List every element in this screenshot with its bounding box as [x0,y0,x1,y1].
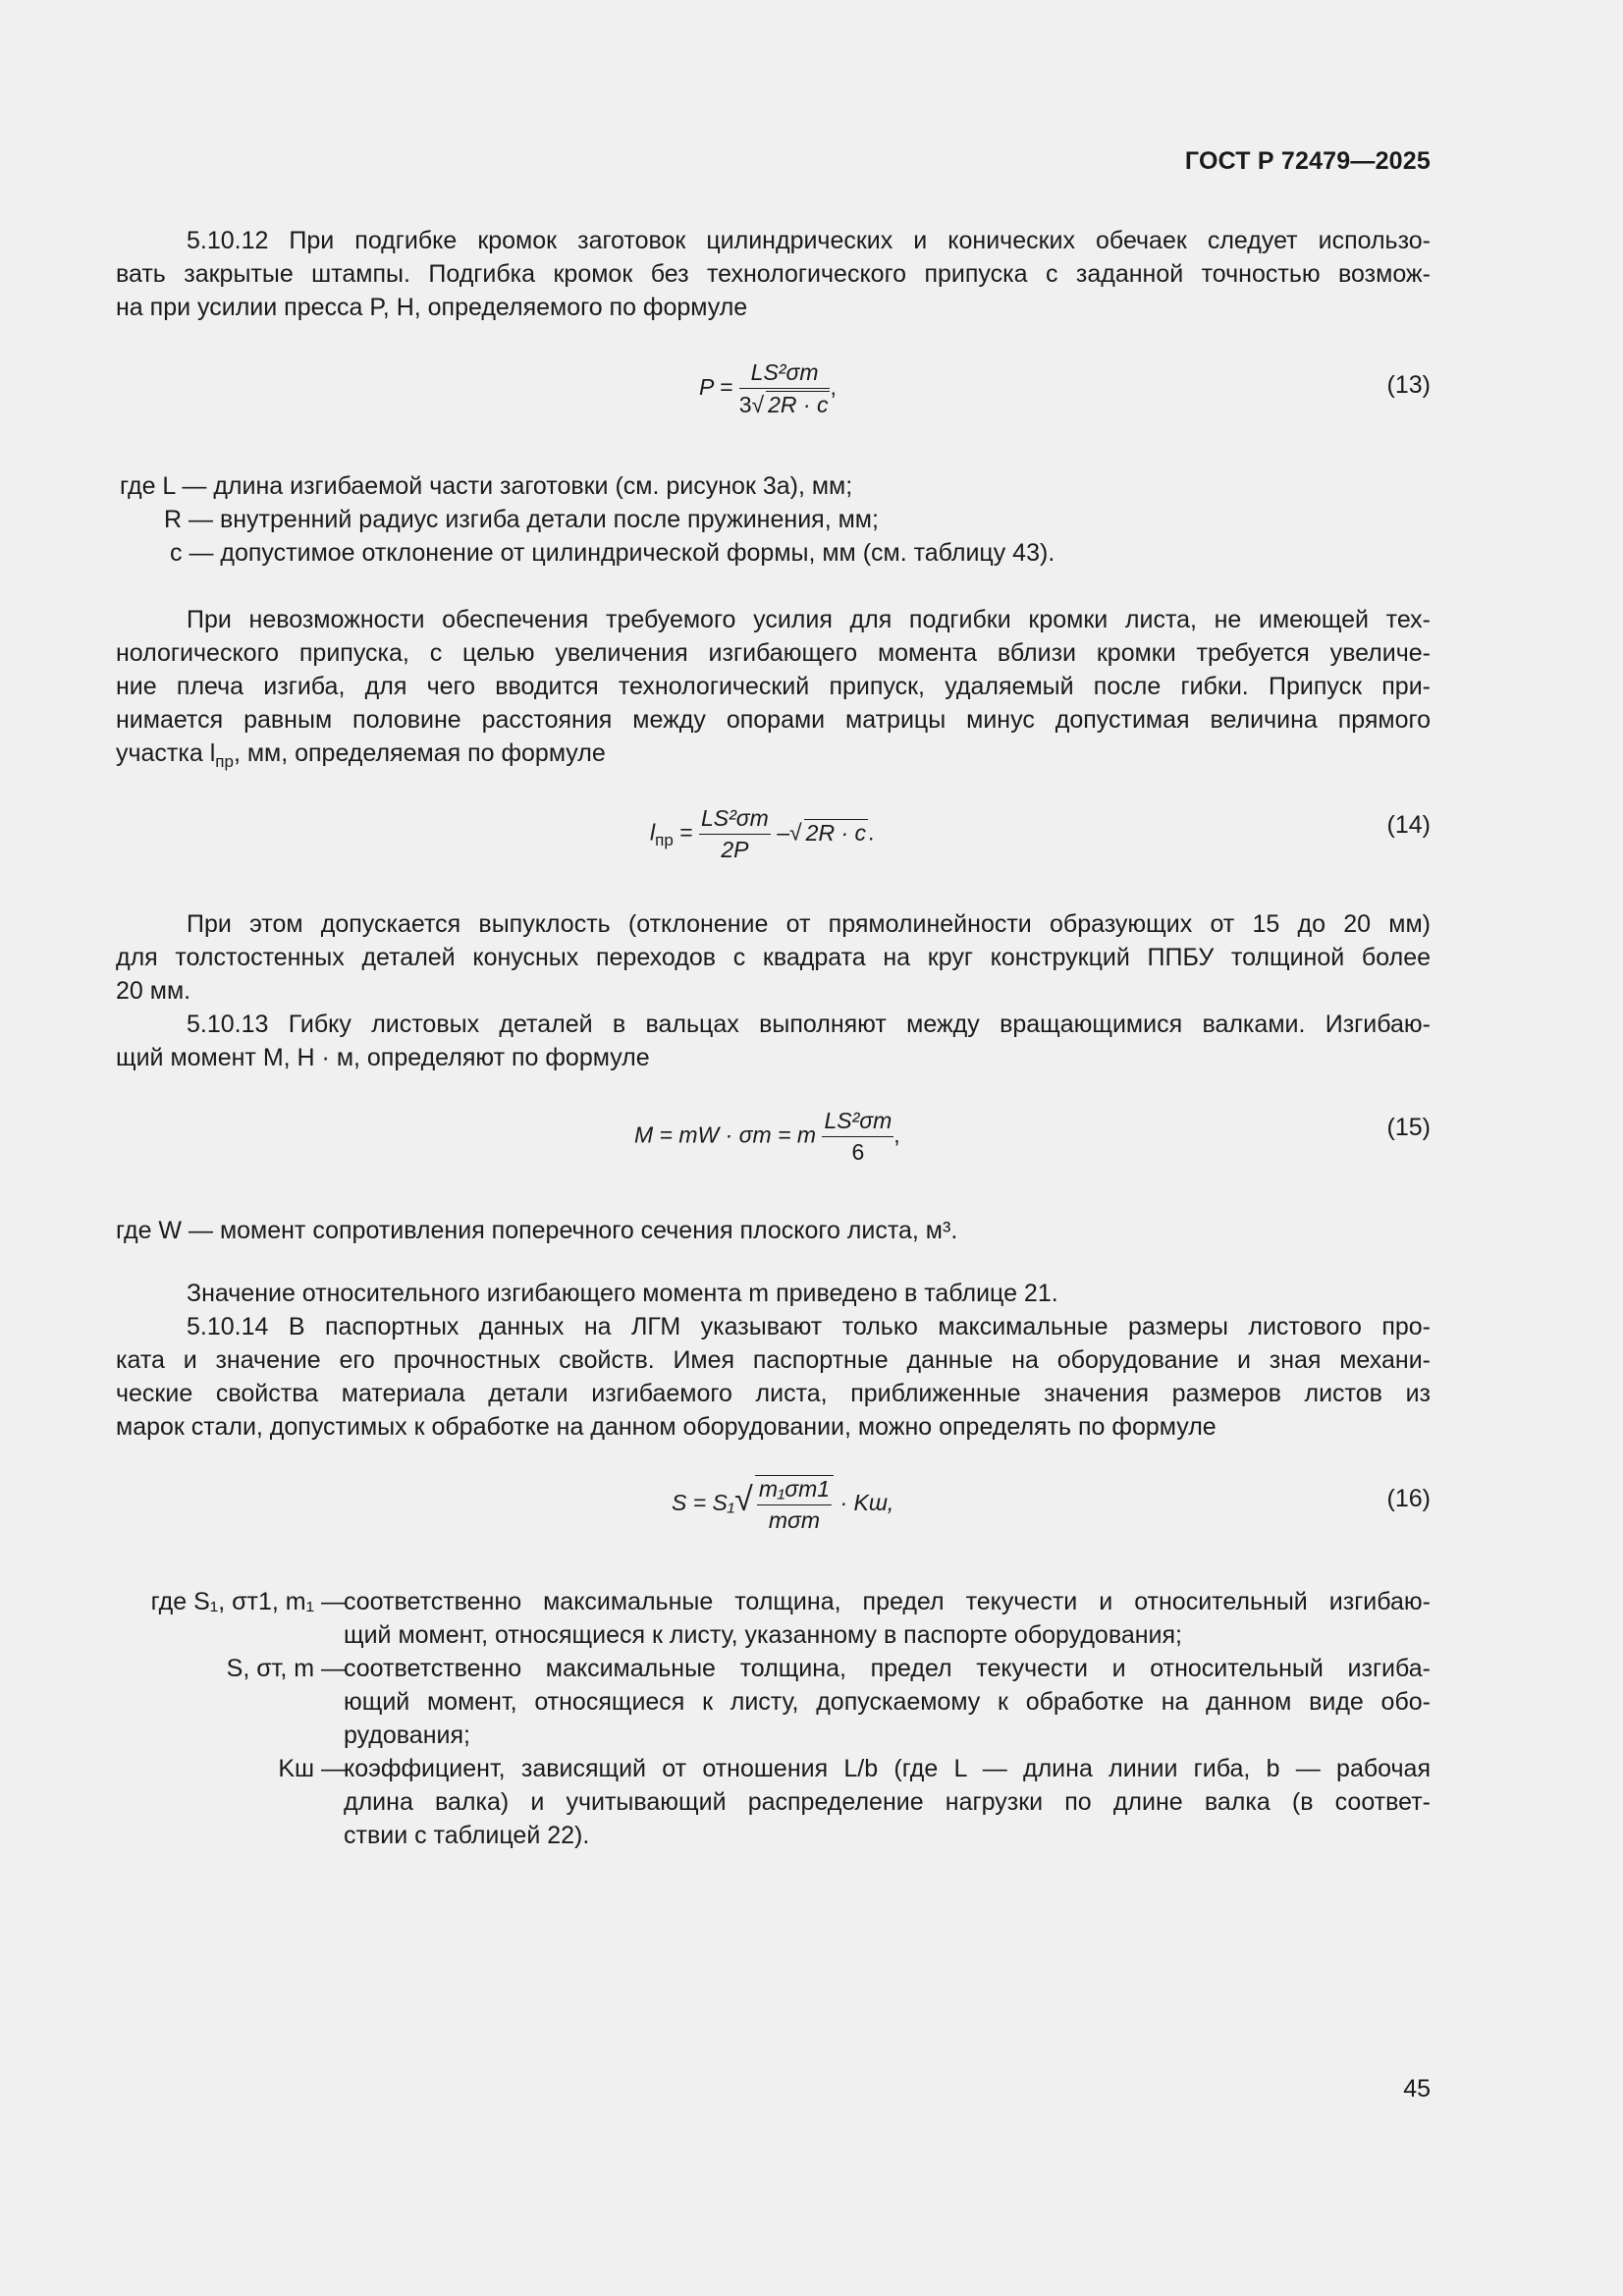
equation-number-15: (15) [1386,1114,1431,1141]
definition: внутренний радиус изгиба детали после пружинения, мм; [219,506,879,533]
text-line: для толстостенных деталей конусных переходов с квадрата на круг конструкций ППБУ толщиной более [116,944,1431,971]
text-line: нимается равным половине расстояния между опорами матрицы минус допустимая величина прямого [116,706,1431,734]
definition: коэффициент, зависящий от отношения L/b (где L — длина линии гиба, b — рабочая длина валка) и учитывающий распределение нагрузки по длине валка (в соответ- ствии с таблицей 22). [344,1755,1431,1849]
formula-tail: , [830,374,837,401]
text-line: При этом допускается выпуклость (отклонение от прямолинейности образующих от 15 до 20 мм) [187,910,1431,938]
formula-lhs: M = mW · σт = m [634,1121,817,1148]
dash: — [182,472,207,500]
definition-row [116,1214,957,1247]
definition: соответственно максимальные толщина, предел текучести и относительный изгиба- ющий момент, относящиеся к листу, допускаемому к обработке на данном виде обо- рудования; [344,1655,1431,1749]
definition-row [164,503,879,536]
formula-tail: . [868,819,875,846]
text-line: участка $l_{пр}$, мм, определяемая по формуле [116,739,606,771]
formula-13 [699,359,837,418]
text-line: ческие свойства материала детали изгибаемого листа, приближенные значения размеров листов из [116,1380,1431,1407]
formula-lhs: l [650,819,656,846]
text-line: При невозможности обеспечения требуемого усилия для подгибки кромки листа, не имеющей тех- [187,606,1431,633]
equation-number-16: (16) [1386,1485,1431,1512]
formula-15 [634,1108,900,1166]
text-line: ние плеча изгиба, для чего вводится технологический припуск, удаляемый после гибки. Припуск при- [116,673,1431,700]
dash: — [188,1217,213,1244]
text-line: ката и значение его прочностных свойств. Имея паспортные данные на оборудование и зная механи- [116,1346,1431,1374]
fraction [699,805,771,863]
numerator: LS²σт [822,1108,893,1137]
denominator: 2P [721,837,749,862]
definition-row [170,536,1055,570]
definition-row [120,469,852,503]
coefficient: 3 [738,392,752,417]
text-line: вать закрытые штампы. Подгибка кромок без технологического припуска с заданной точностью возмож- [116,260,1431,288]
paragraph-5-10-14 [116,1310,1431,1444]
symbol: Kш — [278,1755,346,1782]
equation-number-13: (13) [1386,371,1431,399]
radicand: 2R · c [768,392,829,417]
text-line: 5.10.13 Гибку листовых деталей в вальцах выполняют между вращающимися валками. Изгибаю- [187,1011,1431,1038]
denominator: mσт [768,1507,821,1533]
symbol: c [170,539,183,567]
definition: длина изгибаемой части заготовки (см. рисунок 3а), мм; [213,472,853,500]
definition: допустимое отклонение от цилиндрической формы, мм (см. таблицу 43). [220,539,1055,567]
numerator: m₁σт1 [757,1476,832,1505]
text-line: на при усилии пресса P, Н, определяемого по формуле [116,294,748,321]
text-line: Значение относительного изгибающего момента m приведено в таблице 21. [187,1280,1058,1307]
formula-tail: · Kш, [839,1490,894,1516]
page-number: 45 [1403,2075,1431,2103]
text-line: марок стали, допустимых к обработке на данном оборудовании, можно определять по формуле [116,1413,1217,1441]
radicand: 2R · c [805,819,866,846]
text-line: 20 мм. [116,977,191,1005]
definition: момент сопротивления поперечного сечения плоского листа, м³. [219,1217,958,1244]
symbol: R [164,506,183,533]
paragraph-table-21 [116,1277,1431,1310]
symbol: где W [116,1217,183,1244]
paragraph-allowance [116,603,1431,770]
formula-16: S = S₁√ $\frac{\text{m₁σт1}}{\text{mσт}}$ · Kш, [672,1476,894,1533]
paragraph-convexity [116,907,1431,1008]
definition: соответственно максимальные толщина, предел текучести и относительный изгибаю- щий момент, относящиеся к листу, указанному в паспорте оборудования; [344,1588,1431,1649]
formula-tail: , [893,1121,900,1148]
text-line: 5.10.12 При подгибке кромок заготовок цилиндрических и конических обечаек следует использо- [187,227,1431,254]
equals-sign: = [679,819,693,846]
numerator: LS²σт [699,805,771,835]
text-line: 5.10.14 В паспортных данных на ЛГМ указывают только максимальные размеры листового про- [187,1313,1431,1340]
symbol: где S₁, σт1, m₁ — [150,1588,346,1615]
paragraph-5-10-12 [116,224,1431,324]
minus-sign: – [777,819,790,846]
text-line: нологического припуска, с целью увеличения изгибающего момента вблизи кромки требуется увеличе- [116,639,1431,667]
fraction [755,1475,834,1534]
symbol: где L [120,472,176,500]
subscript: пр [655,831,674,850]
document-id-header: ГОСТ Р 72479—2025 [1184,147,1431,175]
denominator: 6 [851,1139,865,1165]
symbol: S, σт, m — [226,1655,346,1682]
equation-number-14: (14) [1386,811,1431,839]
formula-lhs: S = S₁ [672,1490,735,1516]
text-line: щий момент M, Н · м, определяют по формуле [116,1044,650,1071]
denominator: 3√ 2R · c [738,392,829,417]
fraction [822,1108,893,1166]
dash: — [189,539,214,567]
paragraph-5-10-13 [116,1008,1431,1074]
formula-lhs: P = [699,374,733,401]
formula-14: $l_{пр}$ = $\frac{\text{LS²σт}}{2P}$ –√ 2R · c. [650,805,875,862]
numerator: LS²σт [739,359,831,389]
dash: — [189,506,214,533]
fraction [739,359,831,418]
